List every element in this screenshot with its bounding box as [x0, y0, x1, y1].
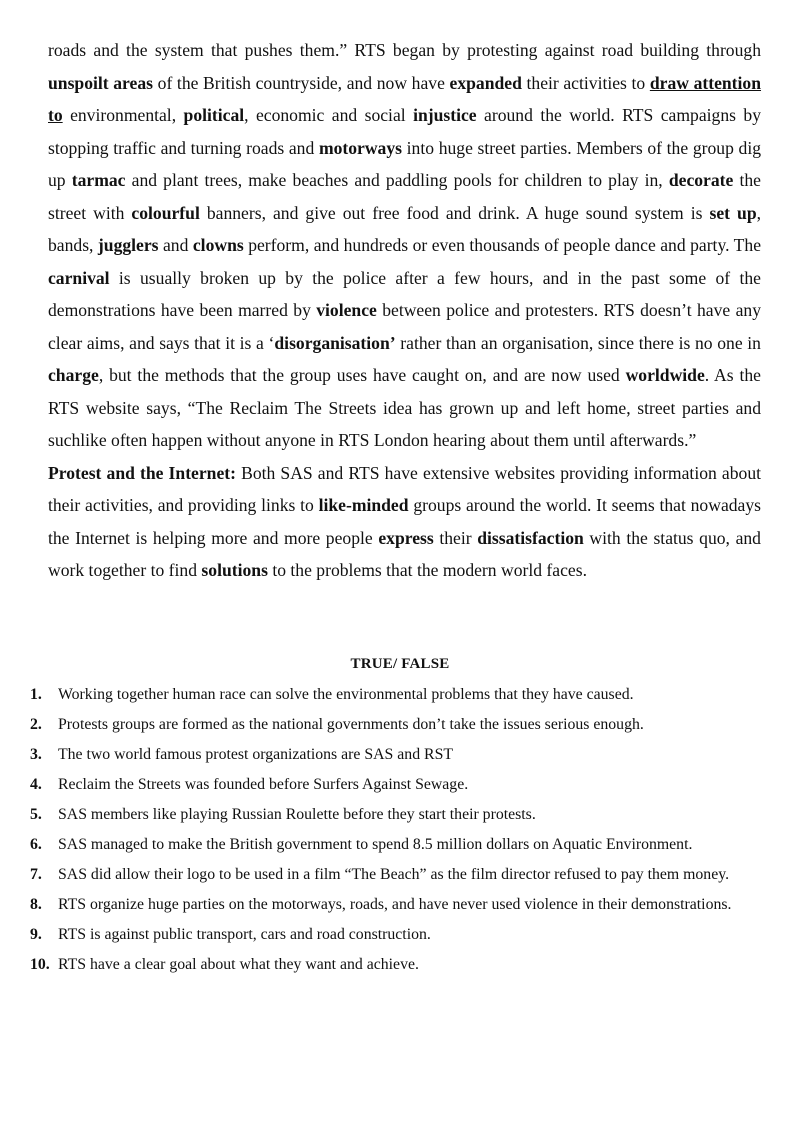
statement-text: RTS organize huge parties on the motorways, roads, and have never used violence in their demonstrations. [58, 896, 732, 913]
text-run: environmental, [62, 105, 184, 125]
emphasized-term: disorganisation’ [274, 332, 396, 353]
statement-number: 2. [30, 716, 42, 733]
emphasized-term: expanded [449, 72, 522, 93]
statement-item [30, 860, 770, 890]
statement-number: 6. [30, 836, 42, 853]
statement-text: Reclaim the Streets was founded before Surfers Against Sewage. [58, 776, 469, 793]
text-run: and [158, 235, 193, 255]
statement-item [30, 740, 770, 770]
quiz-heading: TRUE/ FALSE [350, 656, 450, 672]
emphasized-term: clowns [192, 235, 244, 255]
text-run: , but the methods that the group uses have caught on, and are now used [98, 365, 626, 385]
text-run: perform, and hundreds or even thousands of people dance and party. The [243, 235, 762, 255]
emphasized-term: injustice [413, 105, 477, 125]
statement-number: 5. [30, 806, 42, 823]
text-run: . As the RTS website says, “The Reclaim The Streets idea has grown up and left home, street parties and suchlike often happen without anyone in RTS London hearing about them until afterwards.” [48, 365, 761, 450]
emphasized-term: jugglers [97, 235, 159, 255]
text-run: around the world. RTS campaigns by stopping traffic and turning roads and [48, 105, 761, 158]
emphasized-term: draw attention to [48, 72, 762, 125]
statement-item [30, 680, 770, 710]
text-run: Both SAS and RTS have extensive websites providing information about their activities, and providing links to [48, 462, 761, 515]
text-run: , bands, [48, 202, 762, 255]
emphasized-term: carnival [48, 267, 110, 288]
statement-text: Protests groups are formed as the national governments don’t take the issues serious enough. [58, 716, 644, 733]
text-run: is usually broken up by the police after a few hours, and in the past some of the demonstrations have been marred by [48, 267, 761, 320]
emphasized-term: solutions [201, 560, 268, 580]
emphasized-term: Protest and the Internet: [48, 462, 236, 483]
emphasized-term: colourful [131, 202, 200, 223]
statement-number: 9. [30, 926, 42, 943]
statement-item [30, 770, 770, 800]
statement-number: 4. [30, 776, 42, 793]
text-run: between police and protesters. RTS doesn’t have any clear aims, and says that it is a ‘ [48, 300, 761, 353]
text-run: roads and the system that pushes them.” RTS began by protesting against road building through [48, 40, 761, 60]
statement-text: SAS did allow their logo to be used in a film “The Beach” as the film director refused to pay them money. [58, 866, 730, 883]
statement-item [30, 710, 770, 740]
text-run: their activities to [521, 72, 650, 93]
emphasized-term: decorate [668, 170, 734, 190]
text-run: rather than an organisation, since there is no one in [395, 332, 761, 353]
emphasized-term: unspoilt areas [48, 72, 154, 93]
emphasized-term: political [183, 105, 245, 125]
statement-text: Working together human race can solve the environmental problems that they have caused. [58, 686, 634, 703]
statement-item [30, 890, 770, 920]
statement-text: SAS managed to make the British government to spend 8.5 million dollars on Aquatic Environment. [58, 836, 693, 853]
statement-item [30, 800, 770, 830]
emphasized-term: motorways [318, 137, 403, 158]
statement-number: 1. [30, 686, 42, 703]
statement-text: The two world famous protest organizations are SAS and RST [58, 746, 454, 763]
article-body [48, 34, 761, 587]
text-run: groups around the world. It seems that nowadays the Internet is helping more and more people [48, 495, 761, 548]
statement-text: SAS members like playing Russian Roulette before they start their protests. [58, 806, 536, 823]
statement-number: 8. [30, 896, 42, 913]
emphasized-term: dissatisfaction [477, 527, 584, 548]
emphasized-term: like-minded [318, 495, 409, 515]
text-run: their [433, 527, 478, 548]
text-run: to the problems that the modern world faces. [267, 560, 587, 580]
text-run: , economic and social [244, 105, 414, 125]
text-run: and plant trees, make beaches and paddling pools for children to play in, [125, 170, 669, 190]
emphasized-term: express [378, 527, 434, 548]
text-run: with the status quo, and work together to find [48, 527, 761, 580]
statement-text: RTS is against public transport, cars and road construction. [58, 926, 431, 943]
statement-text: RTS have a clear goal about what they want and achieve. [58, 956, 419, 973]
text-run: into huge street parties. Members of the group dig up [48, 137, 761, 190]
text-run: the street with [48, 170, 761, 223]
emphasized-term: tarmac [71, 170, 126, 190]
emphasized-term: charge [48, 365, 99, 385]
emphasized-term: worldwide [625, 365, 705, 385]
statement-number: 3. [30, 746, 42, 763]
emphasized-term: set up [709, 202, 757, 223]
statement-number: 10. [30, 956, 50, 973]
statement-item [30, 830, 770, 860]
article-paragraph-internet [48, 457, 761, 587]
statement-item [30, 920, 770, 950]
true-false-list [30, 680, 770, 980]
article-paragraph-rts [48, 34, 761, 457]
text-run: banners, and give out free food and drink. A huge sound system is [199, 202, 710, 223]
text-run: of the British countryside, and now have [153, 72, 450, 93]
emphasized-term: violence [316, 300, 377, 320]
statement-item [30, 950, 770, 980]
statement-number: 7. [30, 866, 42, 883]
